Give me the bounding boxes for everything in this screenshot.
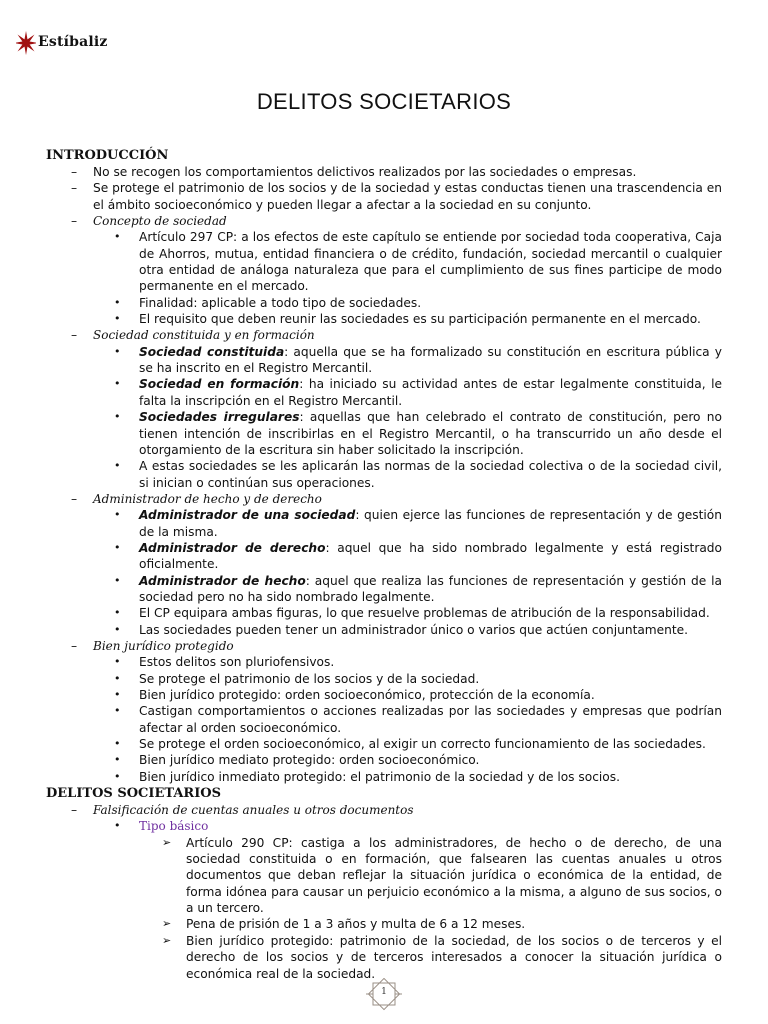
bullet-item xyxy=(46,311,722,327)
bullet-marker: • xyxy=(114,344,121,358)
bullet-item xyxy=(46,458,722,491)
dash-marker: – xyxy=(71,491,78,506)
bullet-marker: • xyxy=(114,753,121,767)
bullet-item xyxy=(46,229,722,294)
bullet-text: Bien jurídico mediato protegido: orden socioeconómico. xyxy=(139,753,480,768)
bullet-marker: • xyxy=(114,819,121,833)
bullet-text: Bien jurídico protegido: orden socioeconómico, protección de la economía. xyxy=(139,688,595,702)
bullet-text: Artículo 297 CP: a los efectos de este capítulo se entiende por sociedad toda cooperativa, Caja de Ahorros, mutua, entidad financiera o de crédito, fundación, sociedad mercantil o cualquier otra entidad de análoga naturaleza que para el cumplimiento de sus fines participe de modo permanente en el mercado. xyxy=(139,230,722,294)
bullet-text: Se protege el patrimonio de los socios y de la sociedad. xyxy=(139,671,480,686)
bullet-term: Administrador de una sociedad xyxy=(139,508,356,523)
arrow-marker: ➢ xyxy=(162,933,172,947)
bullet-text: : aquel que realiza las funciones de representación y gestión de la sociedad pero no ha sido nombrado legalmente. xyxy=(139,573,722,604)
subsection xyxy=(46,213,722,229)
bullet-item xyxy=(46,671,722,687)
subsection xyxy=(46,491,722,507)
bullet-marker: • xyxy=(114,295,121,309)
bullet-text: : aquella que se ha formalizado su constitución en escritura pública y se ha inscrito en el Registro Mercantil. xyxy=(139,344,722,376)
subsection-title: Sociedad constituida y en formación xyxy=(93,328,315,343)
list-item-text: Se protege el patrimonio de los socios y de la sociedad y estas conductas tienen una trascendencia en el ámbito socioeconómico y pueden llegar a afectar a la sociedad en su conjunto. xyxy=(93,181,722,212)
bullet-text: Bien jurídico inmediato protegido: el patrimonio de la sociedad y de los socios. xyxy=(139,769,620,784)
bullet-item xyxy=(46,654,722,670)
bullet-marker: • xyxy=(114,622,121,636)
bullet-text: El CP equipara ambas figuras, lo que resuelve problemas de atribución de la responsabilidad. xyxy=(139,606,710,621)
bullet-text: : ha iniciado su actividad antes de estar legalmente constituida, le falta la inscripción en el Registro Mercantil. xyxy=(139,377,723,408)
arrow-text: Bien jurídico protegido: patrimonio de la sociedad, de los socios o de terceros y el derecho de los socios y de terceros interesados a conocer la situación jurídica o económica real de la sociedad. xyxy=(186,933,722,981)
bullet-item xyxy=(46,769,722,785)
subsection-title: Bien jurídico protegido xyxy=(93,638,234,653)
list-item xyxy=(46,164,722,180)
bullet-text: Las sociedades pueden tener un administrador único o varios que actúen conjuntamente. xyxy=(139,622,689,637)
bullet-text: El requisito que deben reunir las sociedades es su participación permanente en el mercado. xyxy=(139,312,701,327)
arrow-marker: ➢ xyxy=(162,917,172,931)
bullet-item xyxy=(46,507,722,540)
bullet-item xyxy=(46,573,722,606)
bullet-marker: • xyxy=(114,606,121,620)
dash-marker: – xyxy=(71,638,78,653)
document-title: DELITOS SOCIETARIOS xyxy=(256,89,512,114)
bullet-text: : quien ejerce las funciones de representación y de gestión de la misma. xyxy=(139,508,722,539)
arrow-item xyxy=(46,933,722,982)
bullet-marker: • xyxy=(114,540,121,554)
dash-marker: – xyxy=(71,181,78,196)
bullet-marker: • xyxy=(114,230,121,244)
bullet-term: Administrador de hecho xyxy=(139,573,306,588)
bullet-term: Sociedad en formación xyxy=(139,377,300,392)
bullet-marker: • xyxy=(114,312,121,326)
bullet-term: Sociedades irregulares xyxy=(139,410,300,425)
subsection xyxy=(46,802,722,818)
bullet-text: A estas sociedades se les aplicarán las normas de la sociedad colectiva o de la sociedad civil, si inician o continúan sus operaciones. xyxy=(139,459,722,490)
bullet-text: Se protege el orden socioeconómico, al exigir un correcto funcionamiento de las sociedades. xyxy=(139,737,706,752)
subsection-title: Falsificación de cuentas anuales u otros documentos xyxy=(93,803,414,818)
dash-marker: – xyxy=(71,803,78,818)
arrow-marker: ➢ xyxy=(162,835,172,849)
dash-marker: – xyxy=(71,165,78,179)
bullet-item xyxy=(46,752,722,768)
bullet-marker: • xyxy=(114,688,121,701)
bullet-text: Estos delitos son pluriofensivos. xyxy=(139,655,335,670)
page-footer xyxy=(364,978,404,1014)
bullet-text: Finalidad: aplicable a todo tipo de sociedades. xyxy=(139,295,422,310)
bullet-marker: • xyxy=(114,410,121,424)
subsection xyxy=(46,638,722,654)
bullet-marker: • xyxy=(114,737,121,751)
subsection xyxy=(46,327,722,343)
bullet-item xyxy=(46,409,722,458)
bullet-item xyxy=(46,736,722,752)
bullet-marker: • xyxy=(114,655,121,669)
section-heading: DELITOS SOCIETARIOS xyxy=(46,786,222,802)
arrow-item xyxy=(46,916,722,932)
bullet-term: Sociedad constituida xyxy=(139,344,285,359)
bullet-text: Castigan comportamientos o acciones realizadas por las sociedades y empresas que podrían afectar al orden socioeconómico. xyxy=(139,704,722,735)
page-number: 1 xyxy=(381,987,387,997)
bullet-item xyxy=(46,605,722,621)
list-item-text: No se recogen los comportamientos delictivos realizados por las sociedades o empresas. xyxy=(93,165,637,179)
bullet-item xyxy=(46,818,722,834)
bullet-item xyxy=(46,295,722,311)
document-body xyxy=(46,147,722,982)
bullet-marker: • xyxy=(114,704,121,718)
bullet-item xyxy=(46,703,722,736)
bullet-item xyxy=(46,622,722,638)
bullet-marker: • xyxy=(114,573,121,587)
type-heading: Tipo básico xyxy=(139,819,209,834)
dash-marker: – xyxy=(71,214,78,229)
bullet-marker: • xyxy=(114,459,121,473)
subsection-title: Administrador de hecho y de derecho xyxy=(93,491,322,506)
subsection-title: Concepto de sociedad xyxy=(93,214,227,229)
bullet-term: Administrador de derecho xyxy=(139,540,326,555)
bullet-marker: • xyxy=(114,769,121,783)
dash-marker: – xyxy=(71,328,78,343)
logo-text: Estíbaliz xyxy=(38,34,108,50)
bullet-item xyxy=(46,540,722,573)
bullet-item xyxy=(46,376,722,409)
bullet-item xyxy=(46,687,722,703)
brand-logo xyxy=(16,28,108,56)
arrow-text: Artículo 290 CP: castiga a los administradores, de hecho o de derecho, de una sociedad constituida o en formación, que falsearen las cuentas anuales u otros documentos que deban reflejar la situación jurídica o económica de la entidad, de forma idónea para causar un perjuicio económico a la misma, a alguno de sus socios, o a un tercero. xyxy=(186,835,722,916)
bullet-marker: • xyxy=(114,671,121,685)
bullet-item xyxy=(46,344,722,377)
list-item xyxy=(46,180,722,213)
bullet-marker: • xyxy=(114,377,121,391)
bullet-marker: • xyxy=(114,508,121,522)
bullet-text: : aquel que ha sido nombrado legalmente y está registrado oficialmente. xyxy=(139,540,722,572)
section-heading: INTRODUCCIÓN xyxy=(46,148,169,163)
arrow-item xyxy=(46,835,722,917)
bullet-text: : aquellas que han celebrado el contrato de constitución, pero no tienen intención de inscribirlas en el Registro Mercantil, o ha transcurrido un año desde el otorgamiento de la escritura sin haber solicitado la inscripción. xyxy=(139,410,722,457)
arrow-text: Pena de prisión de 1 a 3 años y multa de 6 a 12 meses. xyxy=(186,917,526,932)
star-icon xyxy=(16,28,36,56)
